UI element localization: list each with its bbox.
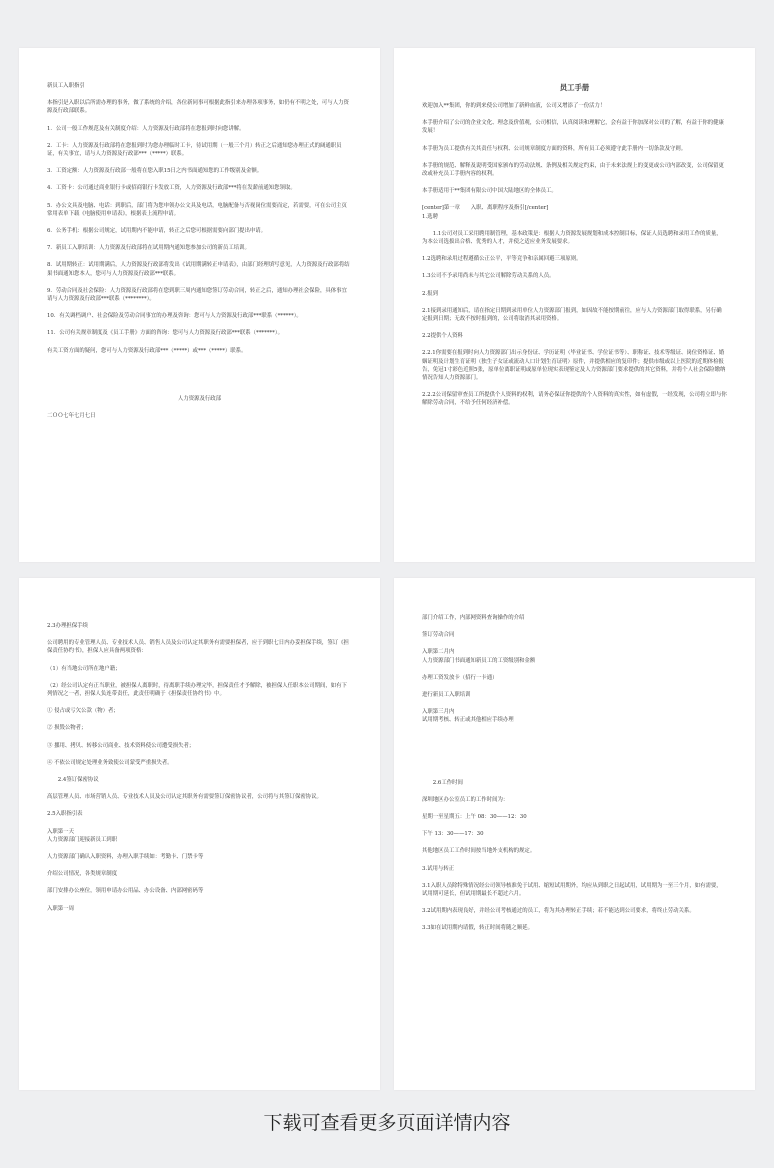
paragraph: 2.4签订保密协议 — [47, 777, 99, 784]
paragraph: ③ 挪用、拷贝、转移公司商业、技术资料使公司遭受损失者； — [47, 742, 195, 749]
paragraph: 2．工卡：人力资源及行政部将在您报到时为您办理临时工卡，待试用期（一般三个月）转正之后通知您办理正式的阔通职员证，有关事宜，请与人力资源及行政部***（*****）联系。 — [47, 142, 342, 158]
paragraph: 欢迎加入**集团，你的到来使公司增加了新鲜血液，公司又增添了一份活力！ — [422, 103, 606, 109]
paragraph: 11．公司有关规章制度及《员工手册》方面的咨询：您可与人力资源及行政部***联系（*******）。 — [47, 330, 283, 337]
paragraph: 部门介绍工作，内部网资料查询操作的介绍 — [422, 615, 525, 621]
paragraph: 6．公务手机：根据公司规定，试用期内不能申请，转正之后您可根据需要向部门提出申请。 — [47, 228, 267, 235]
paragraph: 3.试用与转正 — [422, 865, 455, 872]
signature: 人力资源及行政部 — [177, 395, 222, 402]
paragraph: 3.2试用期内表现良好，并经公司考核通过的员工，将为其办理转正手续；若不能达到公司要求，将终止劳动关系。 — [422, 908, 695, 915]
paragraph: 公司聘用的专业管理人员、专业技术人员、销售人员及公司认定其职务有需要担保者，应于到职七日内办妥担保手续，签订《担保责任协约书》，担保人应具备两项资格： — [47, 640, 349, 655]
paragraph: 2.2.1你需要在报到时向人力资源部门出示身份证、学历证明（毕业证书、学位证书等）、职称证、技术等级证、岗位资格证、婚姻证明及计划生育证明（独生子女证或流动人口计划生育证明）原件，并提供相应的复印件；提供市级或以上医院的近期体检报告，免冠1寸彩色近照5张，原单位离职证明或原单位现实表现鉴定及人力资源部门要求提供的其它资料，并将个人社会保险缴纳情况告知人力资源部门。 — [422, 350, 726, 382]
paragraph: 1.3公司不予录用尚未与其它公司解除劳动关系的人员。 — [422, 273, 555, 280]
paragraph: 3．工资定额：人力资源及行政部一般将在您入职15日之内书面通知您的工作级别及金额。 — [47, 168, 263, 175]
paragraph: 入职第三月内 试用期考核、转正或其他相应手续办理 — [422, 709, 514, 724]
page-4-body — [422, 614, 727, 933]
paragraph: 3.3如在试用期内请假，转正时间将随之顺延。 — [422, 925, 533, 932]
page-3-body — [47, 622, 352, 913]
paragraph: 2.2提供个人资料 — [422, 333, 463, 340]
paragraph: 5．办公文具及电脑、电话：到职后，部门将为您申领办公文具及电话，电脑配备与否视岗位需要而定，若需要，可在公司主页常用表单下载《电脑使用申请表》，根据表上流程申请。 — [47, 202, 347, 217]
download-caption: 下载可查看更多页面详情内容 — [263, 1112, 511, 1134]
paragraph: （2）经公司认定有正当职业，被担保人离职时，待离职手续办理完毕，担保责任才予解除，被担保人任职本公司期间，如有下列情况之一者，担保人负连带责任，此责任明确于《担保责任协约书》中。 — [47, 682, 347, 698]
paragraph: 有关工资方面的疑问，您可与人力资源及行政部***（*****）或***（*****）联系。 — [47, 347, 247, 354]
paragraph: 3.1入职人员除特殊情况经公司领导核准免于试用、缩短试用期外，均应从到职之日起试用，试用期为一至三个月，如有需要，试用期可延长，但试用期最长不超过六月。 — [422, 882, 722, 898]
paragraph: 8．试用期转正：试用期满后，人力资源及行政部将发出《试用期满转正申请表》，由部门经理填写意见，人力资源及行政部将结果书面通知您本人，您可与人力资源及行政部***联系。 — [47, 262, 350, 277]
paragraph: 高层管理人员、市场营销人员、专业技术人员及公司认定其职务有需要签订保密协议者，公司将与其签订保密协议。 — [47, 794, 322, 801]
paragraph: 1．公司一般工作规范及有关制度介绍：人力资源及行政部将在您报到时向您讲解。 — [47, 125, 245, 132]
document-page-3 — [19, 578, 380, 1090]
paragraph: 入职第一周 — [47, 905, 74, 912]
paragraph: 入职第一天 人力资源部门迎接新员工到职 — [47, 828, 118, 843]
paragraph: 1.1公司对员工采用聘用制管理，基本政策是：根据人力资源发展规划和成本控制目标，保证人员选聘和录用工作的质量，为本公司选拔出合格、优秀的人才，并使之适应业务发展要求。 — [422, 230, 722, 246]
paragraph: （1）有当地公司所在地户籍； — [47, 665, 121, 672]
paragraph: 9．劳动合同及社会保险：人力资源及行政部将在您到职三周内通知您签订劳动合同，转正之后，通知办理社会保险，具体事宜请与人力资源及行政部***联系（********）。 — [47, 287, 347, 303]
paragraph: ② 损毁公物者； — [47, 725, 87, 732]
date: 二ＯＯ七年七月七日 — [47, 413, 96, 420]
paragraph: [center]第一章 入职、离职程序及指引[/center] 1.选聘 — [422, 205, 549, 220]
paragraph: 其他地区员工工作时间按当地外支机构的规定。 — [422, 848, 536, 855]
paragraph: 2.5入职指引表 — [47, 811, 83, 818]
paragraph: 进行新员工入职培训 — [422, 692, 471, 699]
paragraph: 入职第二月内 人力资源部门书面通知新员工的工资级别和金额 — [422, 649, 536, 664]
paragraph: ④ 不依公司规定处理业务致使公司蒙受严重损失者。 — [47, 759, 173, 766]
paragraph: 1.2选聘和录用过程遵循公正公平，平等竞争和亲属回避三项原则。 — [422, 256, 582, 263]
paragraph: 办理工资发放卡（招行一卡通） — [422, 674, 498, 681]
paragraph: 新员工入职指引 — [47, 83, 85, 89]
paragraph: 本手册适用于**集团有限公司中国大陆地区的全体员工。 — [422, 188, 557, 195]
paragraph: 4．工资卡：公司通过商业银行卡或招商银行卡发放工资，人力资源及行政部***将在发薪前通知您领取。 — [47, 185, 296, 192]
document-page-4 — [394, 578, 755, 1090]
paragraph: 本手册为员工提供有关其责任与权利、公司规章制度方面的资料，所有员工必须遵守此手册内一切条款及守则。 — [422, 145, 687, 152]
paragraph: 2.3办理担保手续 — [47, 623, 88, 629]
paragraph: 本手册介绍了公司的企业文化、理念及价值观，公司相信，认真阅读和理解它，会有益于你加深对公司的了解，有益于你的健康发展！ — [422, 120, 724, 135]
paragraph: 本手册的规范、解释及说明受国家颁布的劳动法规、条例及相关规定约束，由于未来法规上的变更或公司内部改变，公司保留更改或补充员工手册内容的权利。 — [422, 162, 724, 178]
paragraph: 10．有关调档调户、社会保险及劳动合同事宜的办理及咨询：您可与人力资源及行政部***联系（******）。 — [47, 313, 302, 320]
document-page-1 — [19, 48, 380, 562]
paragraph — [422, 734, 727, 770]
paragraph: 深圳地区办公室员工的工作时间为： — [422, 796, 509, 803]
paragraph: 人力资源部门确认入职资料，办理入职手续如：考勤卡、门禁卡等 — [47, 854, 204, 861]
page-1-body — [47, 82, 352, 355]
paragraph: 2.1接到录用通知后，请在指定日期到录用单位人力资源部门报到，如因故不能按期前往，应与人力资源部门取得联系，另行确定报到日期；无故不按时报到的，公司将取消其录用资格。 — [422, 307, 722, 323]
paragraph: ① 侵占或亏欠公款（物）者； — [47, 708, 119, 715]
paragraph: 部门安排办公座位，领用申请办公用品、办公设备、内部网密码等 — [47, 888, 204, 895]
page-2-body — [422, 102, 727, 408]
paragraph: 2.2.2公司保留审查员工所提供个人资料的权利，请务必保证你提供的个人资料的真实性，如有虚假，一经发现，公司将立即与你解除劳动合同，不给予任何经济补偿。 — [422, 392, 727, 407]
paragraph: 7．新员工入职培训：人力资源及行政部将在试用期内通知您参加公司的新员工培训。 — [47, 245, 250, 252]
paragraph: 签订劳动合同 — [422, 632, 455, 639]
paragraph: 2.报到 — [422, 290, 438, 297]
paragraph: 2.6工作时间 — [422, 779, 463, 786]
paragraph: 下午 13：30——17：30 — [422, 831, 484, 838]
handbook-title: 员工手册 — [559, 83, 590, 92]
paragraph: 介绍公司情况，各类规章制度 — [47, 871, 118, 878]
paragraph: 本指引是入职以后所需办理的事务，做了系统的介绍，各位新同事可根据此指引来办理各项事务，如仍有不明之处，可与人力资源及行政部联系。 — [47, 100, 349, 115]
document-page-2 — [394, 48, 755, 562]
paragraph: 星期一至星期五：上午 08：30——12：30 — [422, 814, 527, 821]
